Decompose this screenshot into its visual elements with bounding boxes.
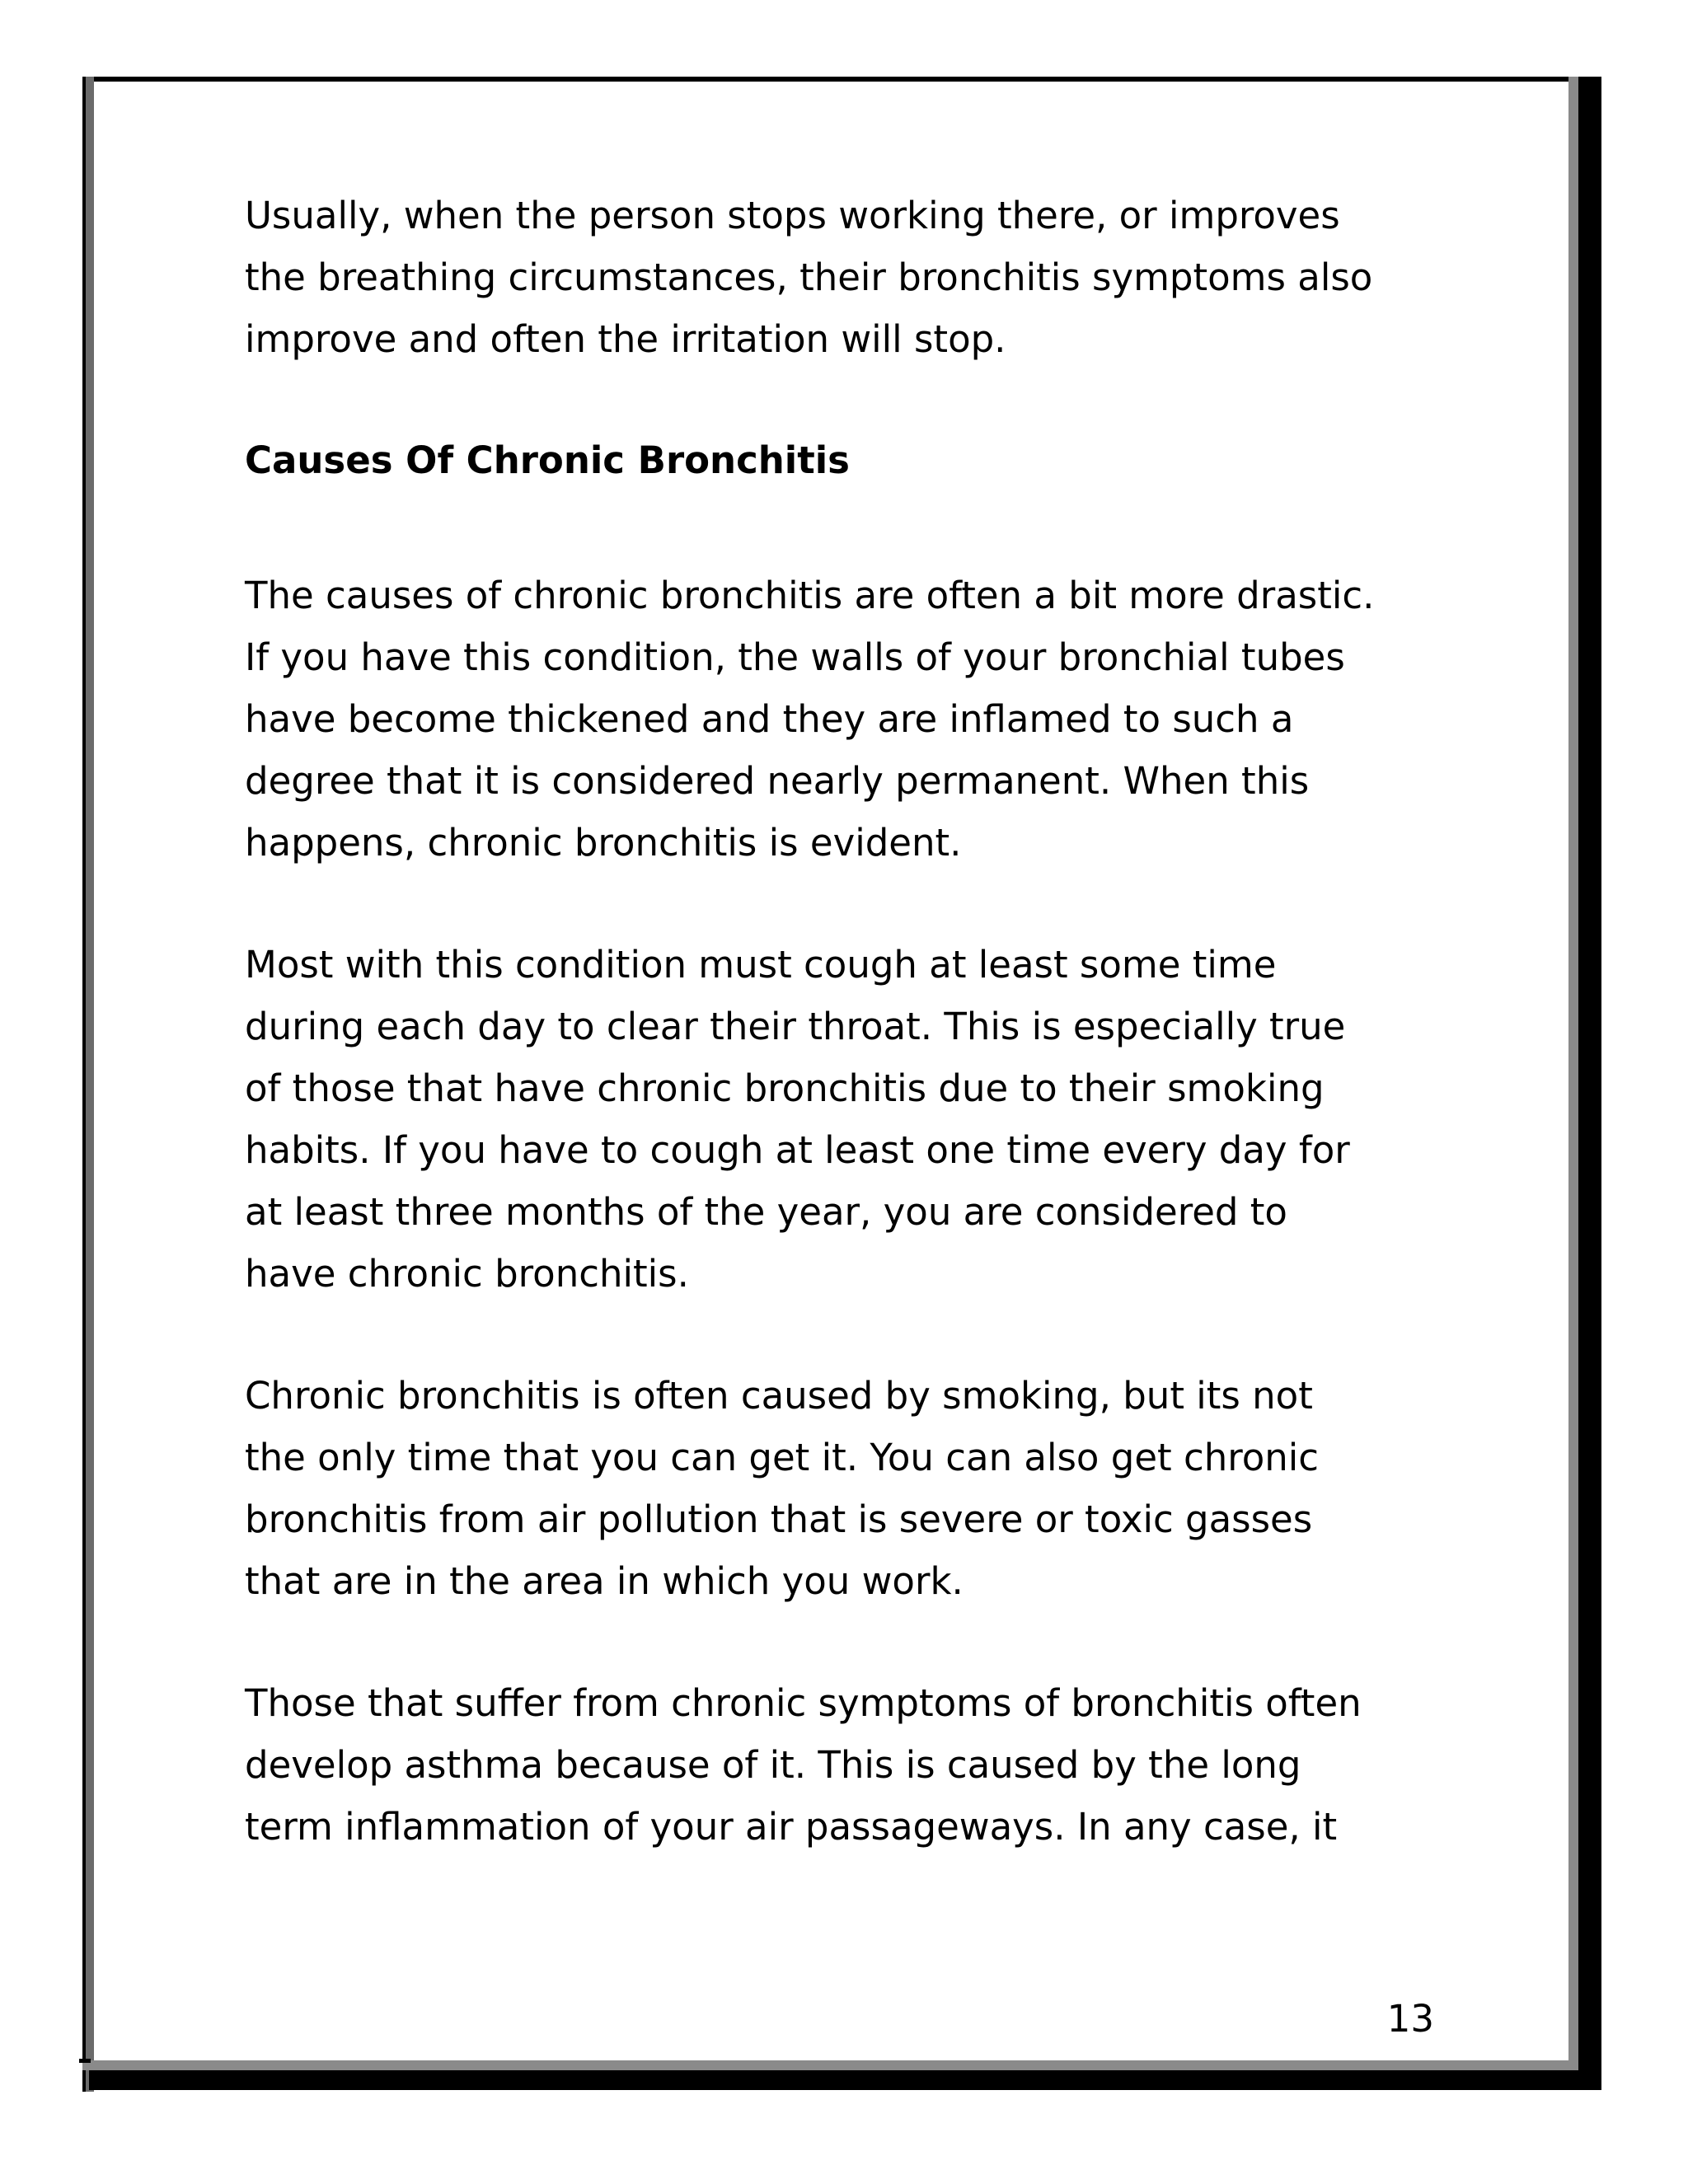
text-line: bronchitis from air pollution that is severe or toxic gasses	[245, 1497, 1313, 1541]
paragraph-2	[245, 565, 1456, 874]
text-line: of those that have chronic bronchitis due to their smoking	[245, 1066, 1325, 1110]
page-frame-right	[1568, 77, 1578, 2071]
text-line: habits. If you have to cough at least one time every day for	[245, 1128, 1350, 1172]
text-line: improve and often the irritation will stop.	[245, 317, 1006, 361]
page-content	[245, 185, 1456, 1858]
text-line: during each day to clear their throat. This is especially true	[245, 1005, 1346, 1048]
text-line: happens, chronic bronchitis is evident.	[245, 821, 962, 865]
text-line: degree that it is considered nearly permanent. When this	[245, 759, 1310, 803]
text-line: the breathing circumstances, their bronchitis symptoms also	[245, 255, 1373, 299]
text-line: the only time that you can get it. You can also get chronic	[245, 1436, 1320, 1479]
paragraph-3	[245, 934, 1456, 1305]
page-frame-corner-tick	[79, 2059, 91, 2063]
text-line: have become thickened and they are inflamed to such a	[245, 697, 1294, 741]
text-line: Most with this condition must cough at least some time	[245, 943, 1277, 987]
text-line: have chronic bronchitis.	[245, 1252, 689, 1296]
paragraph-5	[245, 1672, 1456, 1858]
section-heading: Causes Of Chronic Bronchitis	[245, 438, 850, 482]
text-line: Chronic bronchitis is often caused by smoking, but its not	[245, 1374, 1313, 1418]
paragraph-1	[245, 185, 1456, 370]
text-line: The causes of chronic bronchitis are often a bit more drastic.	[245, 574, 1375, 617]
text-line: Those that suffer from chronic symptoms of bronchitis often	[245, 1681, 1362, 1725]
text-line: term inflammation of your air passageways. In any case, it	[245, 1805, 1338, 1849]
text-line: that are in the area in which you work.	[245, 1559, 964, 1603]
text-line: develop asthma because of it. This is caused by the long	[245, 1743, 1301, 1787]
page-frame-top	[82, 77, 1601, 82]
text-line: at least three months of the year, you are considered to	[245, 1190, 1287, 1234]
paragraph-4	[245, 1365, 1456, 1612]
page-frame-bottom	[82, 2060, 1578, 2070]
text-line: Usually, when the person stops working there, or improves	[245, 194, 1340, 237]
page-frame-bottom-shadow	[89, 2070, 1601, 2090]
page-number: 13	[1386, 1997, 1434, 2041]
text-line: If you have this condition, the walls of your bronchial tubes	[245, 635, 1345, 679]
page-frame-right-shadow	[1578, 77, 1601, 2081]
page-frame-left	[82, 77, 94, 2092]
